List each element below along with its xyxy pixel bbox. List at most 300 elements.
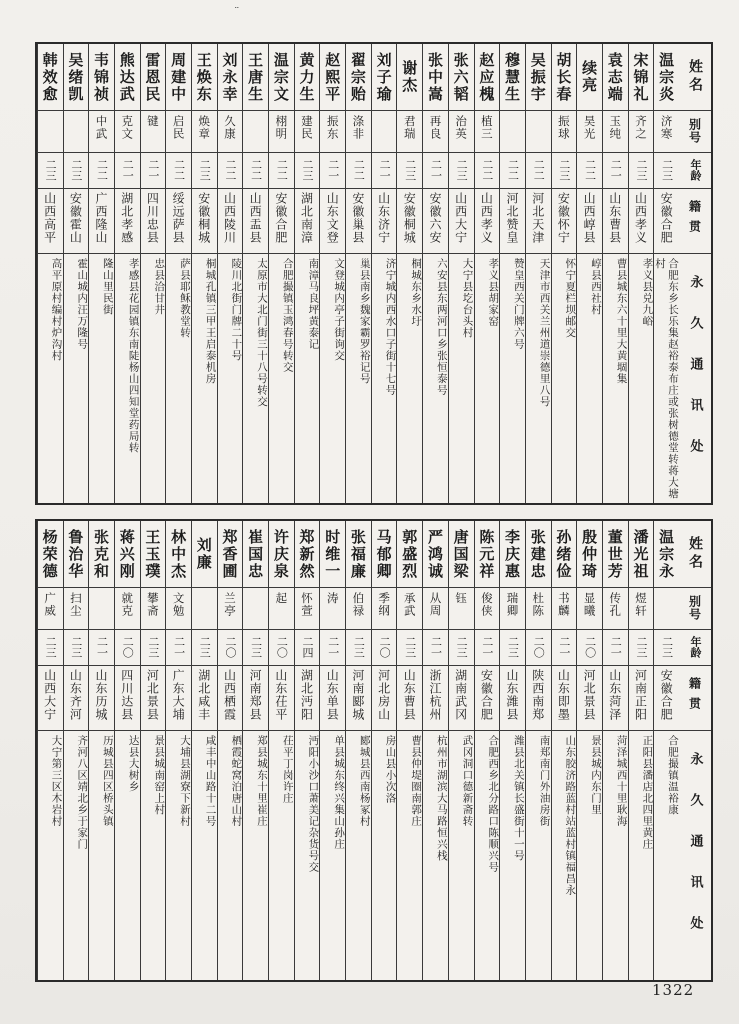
name-cell: 周建中 [166,44,191,111]
person-column [602,44,628,503]
person-column [37,521,63,980]
person-column [88,44,114,503]
origin-cell: 安徽合肥 [269,189,294,254]
person-column [396,44,422,503]
alias-cell: 从周 [423,588,448,630]
person-column [88,521,114,980]
header-address: 永久通讯处 [687,275,703,481]
person-column [319,521,345,980]
person-column [191,521,217,980]
name-cell: 郑新然 [295,521,320,588]
age-cell: 二三 [654,153,679,189]
person-column [242,521,268,980]
age-cell: 二三 [38,153,63,189]
age-cell: 二三 [346,630,371,666]
name-cell: 郭盛烈 [397,521,422,588]
origin-cell: 河北景县 [577,666,602,731]
origin-cell: 四川达县 [115,666,140,731]
alias-cell: 植三 [475,111,500,153]
alias-cell [38,111,63,153]
name-cell: 潘光祖 [629,521,654,588]
origin-cell: 湖北孝感 [115,189,140,254]
alias-cell [243,588,268,630]
name-cell: 温宗炎 [654,44,679,111]
address-cell: 沔阳小沙口萧美记杂货号交 [307,735,320,874]
header-origin: 籍贯 [679,189,711,254]
origin-cell: 安徽桐城 [397,189,422,254]
age-cell: 二三 [141,630,166,666]
age-cell: 二一 [320,153,345,189]
name-cell: 唐国梁 [449,521,474,588]
origin-cell: 陕西南郑 [526,666,551,731]
alias-cell: 钰 [449,588,474,630]
origin-cell: 山东齐河 [64,666,89,731]
address-cell: 天津市西关兰州道崇德里八号 [538,258,551,408]
origin-cell: 广东大埔 [166,666,191,731]
origin-cell: 山西崞县 [577,189,602,254]
name-cell: 刘永幸 [218,44,243,111]
name-cell: 续亮 [577,44,602,111]
name-cell: 王唐生 [243,44,268,111]
person-column [602,521,628,980]
address-cell: 景县城内东门里 [589,735,602,816]
address-cell: 隆山里民街 [101,258,114,316]
origin-cell: 安徽合肥 [654,189,679,254]
alias-cell: 书麟 [552,588,577,630]
address-cell: 南郑南门外油房街 [538,735,551,828]
address-cell: 齐河八区靖北乡于家门 [76,735,89,851]
alias-cell: 治英 [449,111,474,153]
person-column [448,521,474,980]
header-name: 姓名 [679,521,711,588]
age-cell: 二三 [192,153,217,189]
name-cell: 时维一 [320,521,345,588]
age-cell: 二三 [64,153,89,189]
person-column [140,521,166,980]
origin-cell: 安徽六安 [423,189,448,254]
address-cell: 大宁县圪台头村 [461,258,474,339]
address-cell: 崞县西社村 [589,258,602,316]
origin-cell: 河北景县 [141,666,166,731]
alias-cell [89,588,114,630]
address-cell: 南漳马良坪黄泰记 [307,258,320,351]
alias-cell: 克文 [115,111,140,153]
origin-cell: 湖南武冈 [449,666,474,731]
address-cell: 大宁第三区木岩村 [50,735,63,828]
alias-cell: 久康 [218,111,243,153]
age-cell: 二三 [629,153,654,189]
alias-cell [500,111,525,153]
address-cell: 咸丰中山路十二号 [204,735,217,828]
person-column [345,521,371,980]
age-cell: 二一 [166,630,191,666]
address-cell: 忠县洽甘井 [153,258,166,316]
origin-cell: 河南正阳 [629,666,654,731]
age-cell: 二一 [603,630,628,666]
person-column [551,521,577,980]
origin-cell: 安徽怀宁 [552,189,577,254]
address-cell: 曹县仲堤圈南郭庄 [410,735,423,828]
alias-cell: 栩明 [269,111,294,153]
alias-cell [243,111,268,153]
age-cell: 二四 [295,630,320,666]
address-cell: 单县城东终兴集山孙庄 [333,735,346,851]
name-cell: 王焕东 [192,44,217,111]
age-cell: 二一 [603,153,628,189]
header-name: 姓名 [679,44,711,111]
alias-cell: 起 [269,588,294,630]
alias-cell: 文勉 [166,588,191,630]
name-cell: 张建忠 [526,521,551,588]
alias-cell: 涤非 [346,111,371,153]
person-column [653,44,679,503]
name-cell: 殷仲琦 [577,521,602,588]
age-cell: 二三 [397,630,422,666]
address-cell: 合肥西乡北分路口陈顺兴号 [487,735,500,874]
alias-cell: 济寒 [654,111,679,153]
alias-cell: 传孔 [603,588,628,630]
name-cell: 赵应槐 [475,44,500,111]
person-column [217,44,243,503]
name-cell: 李庆惠 [500,521,525,588]
person-column [499,44,525,503]
address-cell: 郑县城东十里崔庄 [256,735,268,828]
alias-cell: 启民 [166,111,191,153]
address-cell: 高平原村编村炉沟村 [50,258,63,362]
person-column [371,521,397,980]
address-cell: 桐城东乡水圩 [410,258,423,328]
name-cell: 吴绪凯 [64,44,89,111]
address-cell: 郾城县西南杨冢村 [358,735,371,828]
alias-cell: 季纲 [372,588,397,630]
person-column [294,521,320,980]
origin-cell: 山东历城 [89,666,114,731]
address-cell: 桐城孔镇三甲王启泰机房 [204,258,217,385]
age-cell: 二三 [397,153,422,189]
address-cell: 文登城内亭子街询交 [333,258,346,362]
name-cell: 吴振宇 [526,44,551,111]
address-cell: 武冈洞口德新斋转 [461,735,474,828]
name-cell: 温宗文 [269,44,294,111]
name-cell: 张六韬 [449,44,474,111]
person-column [422,521,448,980]
name-cell: 穆慧生 [500,44,525,111]
origin-cell: 山东潍县 [500,666,525,731]
origin-cell: 山西高平 [38,189,63,254]
person-column [499,521,525,980]
person-column [37,44,63,503]
address-cell: 太原市大北门街三十八号转交 [256,258,268,408]
origin-cell: 绥远萨县 [166,189,191,254]
origin-cell: 安徽合肥 [654,666,679,731]
origin-cell: 河北房山 [372,666,397,731]
age-cell: 二三 [629,630,654,666]
age-cell: 二三 [654,630,679,666]
alias-cell: 显曦 [577,588,602,630]
address-cell: 霍山城内汪万隆号 [76,258,89,351]
person-column [628,44,654,503]
origin-cell: 山西陵川 [218,189,243,254]
name-cell: 韩效愈 [38,44,63,111]
origin-cell: 安徽霍山 [64,189,89,254]
person-column [576,521,602,980]
directory-table-bottom [35,519,713,982]
person-column [396,521,422,980]
age-cell: 二三 [449,153,474,189]
person-column [63,44,89,503]
age-cell: 二三 [295,153,320,189]
header-age: 年龄 [679,153,711,189]
person-column [242,44,268,503]
origin-cell: 河北赞皇 [500,189,525,254]
origin-cell: 山西盂县 [243,189,268,254]
alias-cell: 振球 [552,111,577,153]
name-cell: 张福廉 [346,521,371,588]
age-cell: 二一 [372,153,397,189]
directory-table-top [35,42,713,505]
alias-cell: 中武 [89,111,114,153]
name-cell: 刘廉 [192,521,217,588]
origin-cell: 浙江杭州 [423,666,448,731]
alias-cell: 俊侠 [475,588,500,630]
age-cell: 二〇 [526,630,551,666]
origin-cell: 湖北南漳 [295,189,320,254]
address-cell: 潍县北关镇长盛街十一号 [512,735,525,862]
alias-cell: 杜陈 [526,588,551,630]
origin-cell: 山西栖霞 [218,666,243,731]
alias-cell: 涛 [320,588,345,630]
age-cell: 二二 [166,153,191,189]
name-cell: 谢杰 [397,44,422,111]
age-cell: 二二 [269,153,294,189]
address-cell: 菏泽城西十里耿海 [615,735,628,828]
age-cell: 二二 [89,153,114,189]
alias-cell: 昊光 [577,111,602,153]
name-cell: 袁志端 [603,44,628,111]
person-column [653,521,679,980]
address-cell: 景县城南窑上村 [153,735,166,816]
alias-cell: 建民 [295,111,320,153]
alias-cell: 玉纯 [603,111,628,153]
address-cell: 孝感县花园镇东南陡杨山四知堂药局转 [127,258,140,454]
origin-cell: 湖北沔阳 [295,666,320,731]
age-cell: 二〇 [218,630,243,666]
origin-cell: 山西孝义 [629,189,654,254]
alias-cell [654,588,679,630]
origin-cell: 湖北咸丰 [192,666,217,731]
address-cell: 栖霞蛇窝泊唐山村 [230,735,243,828]
address-cell: 正阳县潘店北四里黄庄 [641,735,654,851]
age-cell: 二〇 [372,630,397,666]
address-cell: 怀宁夏栏坝邮交 [564,258,577,339]
alias-cell: 瑞卿 [500,588,525,630]
person-column [345,44,371,503]
person-column [576,44,602,503]
name-cell: 刘子瑜 [372,44,397,111]
age-cell: 二三 [243,630,268,666]
page-number: 1322 [652,981,695,999]
name-cell: 黄力生 [295,44,320,111]
header-age: 年龄 [679,630,711,666]
address-cell: 大埔县湖寮下新村 [178,735,191,828]
name-cell: 温宗永 [654,521,679,588]
name-cell: 崔国忠 [243,521,268,588]
name-cell: 蒋兴刚 [115,521,140,588]
person-column [551,44,577,503]
header-alias: 别号 [679,588,711,630]
origin-cell: 山东曹县 [397,666,422,731]
alias-cell: 怀萱 [295,588,320,630]
address-cell: 房山县小次洛 [384,735,397,805]
header-origin: 籍贯 [679,666,711,731]
origin-cell: 山东济宁 [372,189,397,254]
age-cell: 二一 [475,630,500,666]
age-cell: 二三 [449,630,474,666]
age-cell: 二二 [475,153,500,189]
age-cell: 二二 [218,153,243,189]
age-cell: 二二 [500,153,525,189]
address-cell: 山东胶济路蓝村站蓝村镇福昌永 [564,735,577,897]
age-cell: 二一 [423,153,448,189]
age-cell: 二〇 [577,630,602,666]
alias-cell [526,111,551,153]
name-cell: 韦锦祯 [89,44,114,111]
alias-cell: 扫尘 [64,588,89,630]
header-column [679,44,711,503]
name-cell: 王玉璞 [141,521,166,588]
origin-cell: 山西大宁 [449,189,474,254]
alias-cell: 攀斋 [141,588,166,630]
person-column [474,521,500,980]
address-cell: 茌平丁岗许庄 [281,735,294,805]
person-column [217,521,243,980]
alias-cell: 再良 [423,111,448,153]
name-cell: 林中杰 [166,521,191,588]
alias-cell: 君瑞 [397,111,422,153]
person-column [165,44,191,503]
address-cell: 合肥撮镇温裕康 [667,735,679,816]
origin-cell: 山东菏泽 [603,666,628,731]
alias-cell: 就克 [115,588,140,630]
age-cell: 二三 [500,630,525,666]
address-cell: 济宁城内西水口子街十七号 [384,258,397,397]
origin-cell: 安徽巢县 [346,189,371,254]
address-cell: 合肥撮镇玉鸿春号转交 [281,258,294,374]
origin-cell: 安徽合肥 [475,666,500,731]
person-column [628,521,654,980]
age-cell: 二二 [526,153,551,189]
person-column [319,44,345,503]
origin-cell: 山东即墨 [552,666,577,731]
name-cell: 杨荣德 [38,521,63,588]
alias-cell: 伯禄 [346,588,371,630]
age-cell: 二一 [115,153,140,189]
age-cell: 二三 [64,630,89,666]
name-cell: 孙绪俭 [552,521,577,588]
name-cell: 熊达武 [115,44,140,111]
alias-cell: 振东 [320,111,345,153]
alias-cell: 焕章 [192,111,217,153]
origin-cell: 山东曹县 [603,189,628,254]
address-cell: 达县大树乡 [127,735,140,793]
person-column [268,44,294,503]
age-cell: 二三 [552,153,577,189]
origin-cell: 山西大宁 [38,666,63,731]
alias-cell [192,588,217,630]
age-cell: 二〇 [269,630,294,666]
name-cell: 陈元祥 [475,521,500,588]
alias-cell [372,111,397,153]
alias-cell: 煜轩 [629,588,654,630]
age-cell: 二二 [346,153,371,189]
origin-cell: 山东茌平 [269,666,294,731]
person-column [474,44,500,503]
address-cell: 合肥东乡长乐集赵裕泰布庄或张树德堂转蒋大塘村 [654,258,679,500]
age-cell: 二一 [89,630,114,666]
address-cell: 曹县城东六十里大黄堌集 [615,258,628,385]
address-cell: 陵川北街门牌二十号 [230,258,243,362]
person-column [268,521,294,980]
person-column [525,44,551,503]
age-cell: 二三 [192,630,217,666]
name-cell: 鲁治华 [64,521,89,588]
age-cell: 二二 [243,153,268,189]
name-cell: 胡长春 [552,44,577,111]
person-column [114,44,140,503]
name-cell: 严鸿诚 [423,521,448,588]
alias-cell: 键 [141,111,166,153]
age-cell: 二三 [38,630,63,666]
origin-cell: 四川忠县 [141,189,166,254]
person-column [191,44,217,503]
header-address: 永久通讯处 [687,752,703,958]
name-cell: 郑香圃 [218,521,243,588]
address-cell: 孝义县胡家窑 [487,258,500,328]
person-column [371,44,397,503]
address-cell: 孝义县兑九峪 [641,258,654,328]
header-alias: 别号 [679,111,711,153]
person-column [140,44,166,503]
name-cell: 张克和 [89,521,114,588]
origin-cell: 山东文登 [320,189,345,254]
person-column [165,521,191,980]
name-cell: 赵熙平 [320,44,345,111]
person-column [422,44,448,503]
origin-cell: 山东单县 [320,666,345,731]
name-cell: 雷恩民 [141,44,166,111]
name-cell: 董世芳 [603,521,628,588]
address-cell: 六安县东两河口乡张恒泰号 [435,258,448,397]
person-column [63,521,89,980]
origin-cell: 安徽桐城 [192,189,217,254]
name-cell: 翟宗贻 [346,44,371,111]
address-cell: 杭州市湖滨大马路恒兴栈 [435,735,448,862]
age-cell: 二一 [141,153,166,189]
person-column [114,521,140,980]
age-cell: 二一 [423,630,448,666]
person-column [448,44,474,503]
person-column [294,44,320,503]
name-cell: 许庆泉 [269,521,294,588]
origin-cell: 河南郾城 [346,666,371,731]
alias-cell [64,111,89,153]
origin-cell: 河北天津 [526,189,551,254]
name-cell: 宋锦礼 [629,44,654,111]
origin-cell: 山西孝义 [475,189,500,254]
name-cell: 马郁卿 [372,521,397,588]
origin-cell: 河南郑县 [243,666,268,731]
person-column [525,521,551,980]
